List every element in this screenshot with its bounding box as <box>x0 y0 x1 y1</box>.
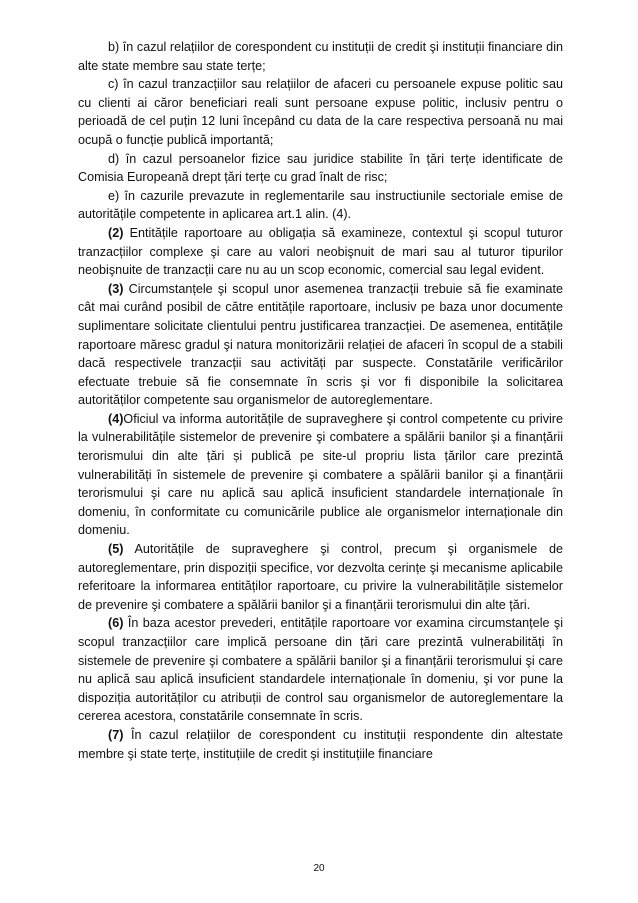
paragraph-7: (7) În cazul relațiilor de corespondent cu instituții respondente din altestate membre şi state terțe, instituțiile de credit şi instituțiile financiare <box>78 727 563 761</box>
paragraph-d: d) în cazul persoanelor fizice sau juridice stabilite în țări terțe identificate de Comisia Europeană drept țări terțe cu grad înalt de risc; <box>78 151 563 185</box>
paragraph-e: e) în cazurile prevazute in reglementarile sau instructiunile sectoriale emise de autoritățile competente in aplicarea art.1 alin. (4). <box>78 188 563 222</box>
paragraph-c: c) în cazul tranzacțiilor sau relațiilor de afaceri cu persoanele expuse politic sau cu clienti ai căror beneficiari reali sunt persoane expuse politic, inclusiv pentru o perioadă de cel puțin 12 luni începând cu data de la care respectiva persoană nu mai ocupă o funcție publică importantă; <box>78 77 563 147</box>
paragraph-6: (6) În baza acestor prevederi, entitățile raportoare vor examina circumstanțele şi scopul tranzacțiilor care implică persoane din țări care prezintă vulnerabilități în sistemele de prevenire şi combatere a spălării banilor şi a finanțării terorismului şi care nu aplică sau aplică insuficient standardele internaționale în domeniu, şi vor pune la dispoziția autorităților cu atribuții de control sau organismelor de autoreglementare la cererea acestora, constatările consemnate în scris. <box>78 616 563 724</box>
page-number: 20 <box>313 863 325 874</box>
paragraph-5: (5) Autoritățile de supraveghere şi control, precum şi organismele de autoreglementare, prin dispoziții specifice, vor dezvolta cerințe şi mecanisme aplicabile referitoare la informarea entităților raportoare, cu privire la vulnerabilitățile sistemelor de prevenire şi combatere a spălării banilor şi a finanțării terorismului din alte țări. <box>78 542 563 612</box>
document-body <box>78 38 563 763</box>
paragraph-3: (3) Circumstanțele şi scopul unor asemenea tranzacții trebuie să fie examinate cât mai curând posibil de către entitățile raportoare, inclusiv pe baza unor documente suplimentare solicitate clientului pentru justificarea tranzacției. De asemenea, entitățile raportoare măresc gradul şi natura monitorizării relației de afaceri în scopul de a stabili dacă respectivele tranzacții sau activități par suspecte. Constatările verificărilor efectuate trebuie să fie consemnate în scris şi vor fi disponibile la solicitarea autorităților competente sau organismelor de autoreglementare. <box>78 281 563 408</box>
paragraph-4: (4)Oficiul va informa autoritățile de supraveghere şi control competente cu privire la vulnerabilitățile sistemelor de prevenire şi combatere a spălării banilor şi a finanțării terorismului din alte țări și publică pe site-ul propriu lista țărilor care prezintă vulnerabilități în sistemele de prevenire şi combatere a spălării banilor şi a finanțării terorismului şi care nu aplică sau aplică insuficient standardele internaționale în domeniu, în conformitate cu comunicările publice ale organismelor internaționale din domeniu. <box>78 411 563 538</box>
paragraph-b: b) în cazul relațiilor de corespondent cu instituții de credit şi instituții financiare din alte state membre sau state terțe; <box>78 40 563 73</box>
paragraph-2: (2) Entitățile raportoare au obligația să examineze, contextul şi scopul tuturor tranzacțiilor complexe şi care au valori neobişnuit de mari sau al tuturor tipurilor neobişnuite de tranzacții care nu au un scop economic, comercial sau legal evident. <box>78 225 563 278</box>
